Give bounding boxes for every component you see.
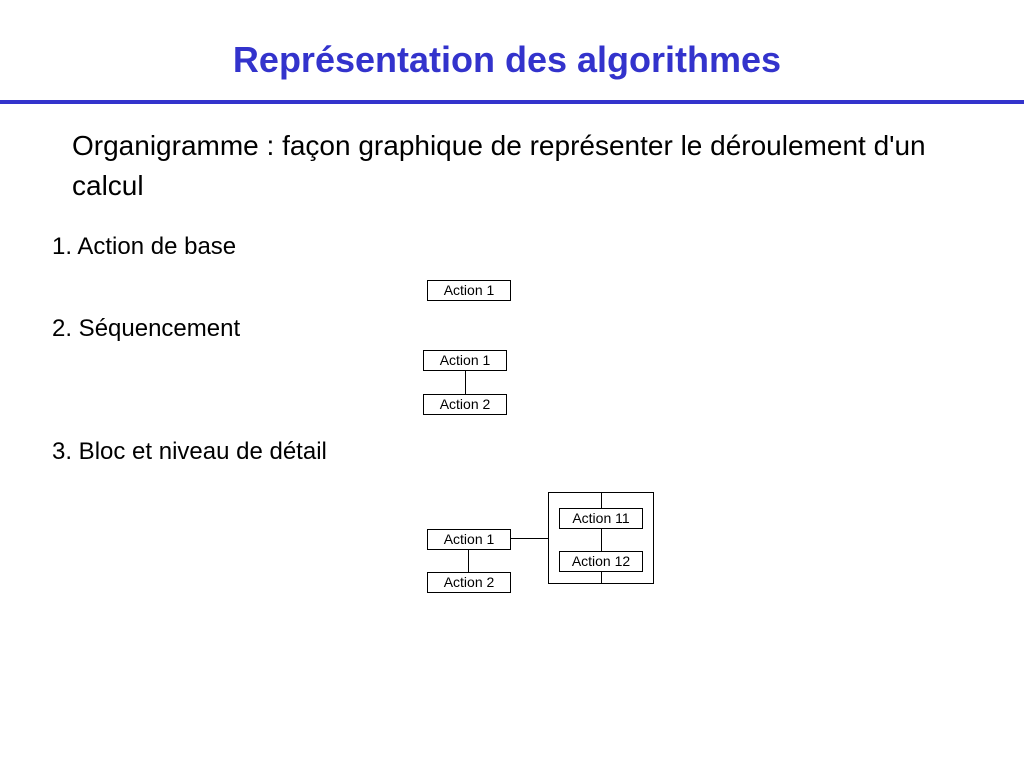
section-1-label: 1. Action de base: [52, 233, 237, 260]
action-1-to-block-connector: [511, 538, 548, 539]
detail-block-bottom-connector: [601, 572, 602, 584]
section-1-action-1-box: Action 1: [427, 280, 511, 301]
section-3-connector: [468, 550, 469, 572]
section-3-action-1-box: Action 1: [427, 529, 511, 550]
detail-action-12-box: Action 12: [559, 551, 643, 572]
section-3-action-2-box: Action 2: [427, 572, 511, 593]
detail-action-11-box: Action 11: [559, 508, 643, 529]
section-2-connector: [465, 371, 466, 394]
intro-text: Organigramme : façon graphique de représenter le déroulement d'un calcul: [72, 130, 926, 201]
detail-block-top-connector: [601, 492, 602, 508]
slide-title: Représentation des algorithmes: [232, 39, 782, 80]
section-3-label: 3. Bloc et niveau de détail: [52, 438, 327, 465]
section-2-label: 2. Séquencement: [52, 315, 241, 342]
section-2-action-2-box: Action 2: [423, 394, 507, 415]
detail-block-middle-connector: [601, 529, 602, 551]
title-divider: [0, 100, 1024, 104]
section-2-action-1-box: Action 1: [423, 350, 507, 371]
